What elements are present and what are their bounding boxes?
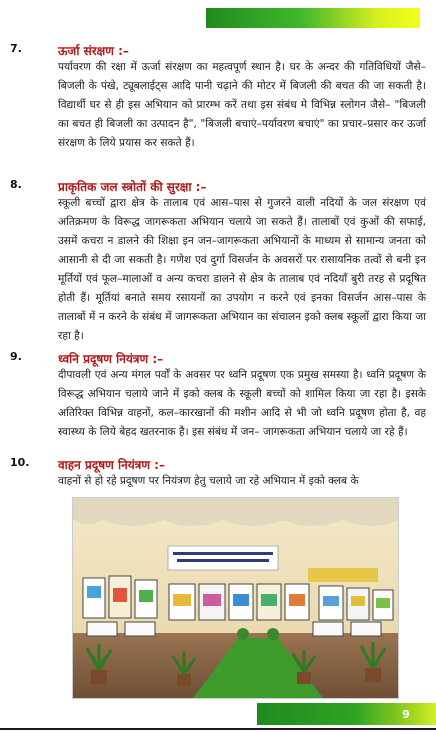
bottom-rule — [0, 728, 436, 730]
section-body: दीपावली एवं अन्य मंगल पर्वों के अवसर पर ध्वनि प्रदूषण एक प्रमुख समस्या है। ध्वनि प्रदूषण के विरूद्ध अभियान चलाये जाने में इको क्लब के स्कूली बच्चों को शामिल किया जा रहा है। इसके अतिरिक्त विभिन्न वाहनों, कल–कारखानों की मशीन आदि से भी जो ध्वनि प्रदूषण होता है, वह स्वास्थ्य के लिये बेहद खतरनाक है। इस संबंध में जन– जागरूकता अभियान चलाये जा रहे हैं। — [58, 369, 426, 438]
section-heading: ऊर्जा संरक्षण :– — [58, 44, 129, 58]
section-number: 9. — [10, 350, 22, 363]
section-number: 8. — [10, 178, 22, 191]
section-heading: प्राकृतिक जल स्त्रोतों की सुरक्षा :– — [58, 180, 207, 194]
exhibition-photo-illustration — [73, 498, 398, 698]
section-number: 7. — [10, 42, 22, 55]
section-heading: वाहन प्रदूषण नियंत्रण :– — [58, 458, 165, 472]
page-number: 9 — [402, 708, 410, 721]
exhibition-photo — [72, 497, 399, 699]
section-number: 10. — [10, 456, 30, 469]
section-body: स्कूली बच्चों द्वारा क्षेत्र के तालाब एवं आस–पास से गुजरने वाली नदियों के जल संरक्षण एवं अतिक्रमण के विरूद्ध जागरूकता अभियान चलाये जा सकते हैं। तालाबों एवं कुओं की सफाई, उसमें कचरा न डालने की शिक्षा इन जन–जागरूकता अभियानों के माध्यम से सामान्य जनता को आसानी से दी जा सकती है। गणेश एवं दुर्गा विसर्जन के अवसरों पर रासायनिक तत्वों से बनी इन मूर्तियों एवं फूल–मालाओं व अन्य कचरा डालने से क्षेत्र के तालाब एवं नदियाँ बुरी तरह से प्रदूषित होती हैं। मूर्तियां बनाते समय रसायनों का उपयोग न करने एवं इनका विसर्जन आस–पास के तालाबों में न करने के संबंध में जागरूकता अभियान का संचालन इको क्लब स्कूलों द्वारा किया जा रहा है। — [58, 197, 426, 342]
section-heading: ध्वनि प्रदूषण नियंत्रण :– — [58, 352, 164, 366]
section-body: वाहनों से हो रहे प्रदूषण पर नियंत्रण हेतु चलाये जा रहे अभियान में इको क्लब के — [58, 475, 359, 487]
section-body: पर्यावरण की रक्षा में ऊर्जा संरक्षण का महत्वपूर्ण स्थान है। घर के अन्दर की गतिविधियों जैसे– बिजली के पंखे, ट्यूबलाईट्स आदि पानी चढ़ाने की मोटर में बिजली की बचत की जा सकती है। विद्यार्थी घर से ही इस अभियान को प्रारम्भ करें तथा इस संबंध मे विभिन्न स्लोगन जैसे– "बिजली का बचत ही बिजली का उत्पादन है", "बिजली बचाएं–पर्यावरण बचाएं" का प्रचार–प्रसार कर ऊर्जा संरक्षण के लिये प्रयास कर सकते हैं। — [58, 61, 426, 149]
top-decorative-bar — [206, 8, 420, 28]
